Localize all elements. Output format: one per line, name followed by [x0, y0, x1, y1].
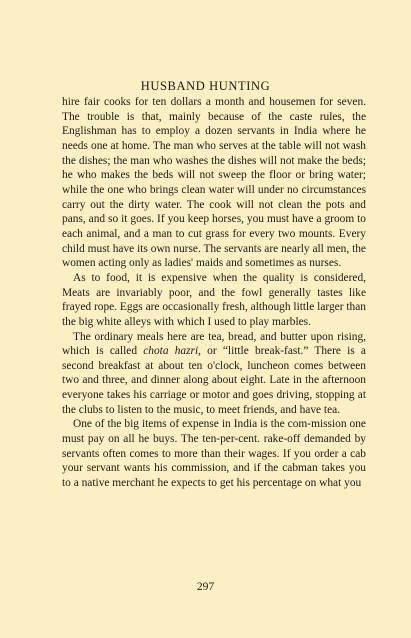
italic-term: chota hazri	[143, 345, 199, 358]
body-text	[62, 95, 366, 491]
text-run: hire fair cooks for ten dollars a month and housemen for seven. The trouble is that, mainly because of the caste rules, the Englishman has to employ a dozen servants in India where he needs one at home. The man who serves at the table will not wash the dishes; the man who washes the dishes will not make the beds; he who makes the beds will not sweep the floor or bring water; while the one who brings clean water will under no circumstances carry out the dirty water. The cook will not clean the pots and pans, and so it goes. If you keep horses, you must have a groom to each animal, and a man to cut grass for every two mounts. Every child must have its own nurse. The servants are nearly all men, the women acting only as ladies' maids and sometimes as nurses.	[62, 96, 366, 270]
text-run: One of the big items of expense in India is the com-mission one must pay on all he buys. The ten-per-cent. rake-off demanded by servants often comes to more than their wages. If you order a cab your servant wants his commission, and if the cabman takes you to a native merchant he expects to get his percentage on what you	[62, 418, 366, 490]
text-run: The ordinary meals here are tea, bread, and butter upon rising, which is called	[62, 330, 366, 358]
text-run: As to food, it is expensive when the quality is considered, Meats are invariably poor, and the fowl generally tastes like frayed rope. Eggs are occasionally fresh, although little larger than the big white alleys with which I used to play marbles.	[62, 271, 366, 328]
paragraph	[62, 330, 366, 418]
paragraph	[62, 417, 366, 490]
paragraph	[62, 271, 366, 330]
text-run: , or “little break-fast.” There is a second breakfast at about ten o'clock, luncheon comes between two and three, and dinner along about eight. Late in the afternoon everyone takes his carriage or motor and goes driving, stopping at the clubs to listen to the music, to meet friends, and have tea.	[62, 345, 366, 416]
paragraph	[62, 95, 366, 271]
running-head: HUSBAND HUNTING	[140, 79, 271, 93]
page-number: 297	[196, 581, 215, 593]
